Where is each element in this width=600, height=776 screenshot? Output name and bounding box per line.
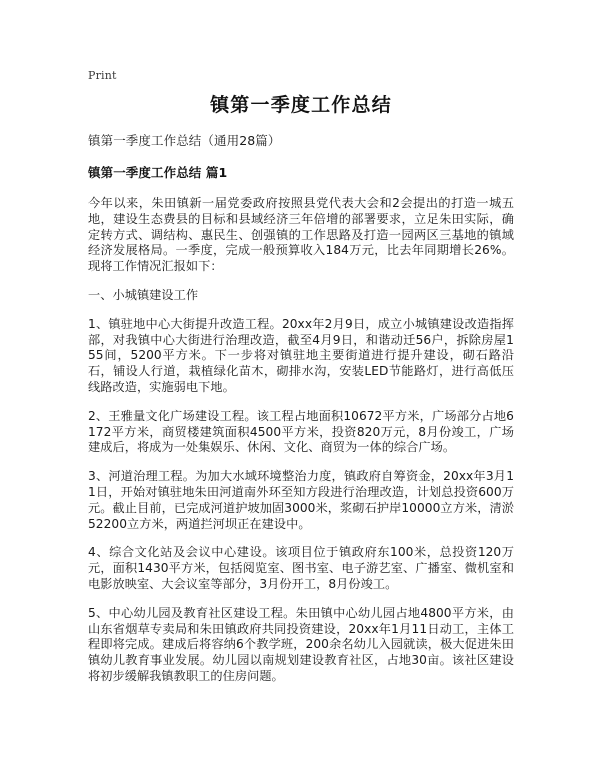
document-subtitle: 镇第一季度工作总结（通用28篇） <box>88 133 281 148</box>
paragraph-section-1-heading: 一、小城镇建设工作 <box>88 287 199 302</box>
page-title: 镇第一季度工作总结 <box>210 94 392 116</box>
print-toolbar <box>88 66 117 82</box>
paragraph-item-4: 4、综合文化站及会议中心建设。该项目位于镇政府东100米，总投资120万元，面积1430平方米，包括阅览室、图书室、电子游艺室、广播室、微机室和电影放映室、大会议室等部分，3月份开工，8月份竣工。 <box>88 545 514 591</box>
paragraph-item-1: 1、镇驻地中心大街提升改造工程。20xx年2月9日，成立小城镇建设改造指挥部，对我镇中心大街进行治理改造，截至4月9日，和谐动迁56户，拆除房屋155间，5200平方米。下一步将对镇驻地主要街道进行提升建设，砌石路沿石，铺设人行道，栽植绿化苗木，砌排水沟，安装LED节能路灯，进行高低压线路改造，实施弱电下地。 <box>88 316 514 394</box>
paragraph-intro: 今年以来，朱田镇新一届党委政府按照县党代表大会和2会提出的打造一城五地，建设生态费县的目标和县域经济三年倍增的部署要求，立足朱田实际，确定转方式、调结构、惠民生、创强镇的工作思路及打造一园两区三基地的镇域经济发展格局。一季度，完成一般预算收入184万元，比去年同期增长26%。现将工作情况汇报如下： <box>88 196 514 274</box>
document-body <box>88 92 514 685</box>
section-heading: 镇第一季度工作总结 篇1 <box>88 165 228 180</box>
paragraph-item-3: 3、河道治理工程。为加大水域环境整治力度，镇政府自筹资金，20xx年3月11日，开始对镇驻地朱田河道南外环至知方段进行治理改造，计划总投资600万元。截止目前，已完成河道护坡加固3000米，浆砌石护岸10000立方米，清淤52200立方米，两道拦河坝正在建设中。 <box>88 469 514 531</box>
print-button[interactable]: Print <box>88 69 117 82</box>
paragraph-item-5: 5、中心幼儿园及教育社区建设工程。朱田镇中心幼儿园占地4800平方米，由山东省烟草专卖局和朱田镇政府共同投资建设，20xx年1月11日动工，主体工程即将完成。建成后将容纳6个教学班，200余名幼儿入园就读，极大促进朱田镇幼儿教育事业发展。幼儿园以南规划建设教育社区，占地30亩。该社区建设将初步缓解我镇教职工的住房问题。 <box>88 605 514 683</box>
paragraph-item-2: 2、王雅量文化广场建设工程。该工程占地面积10672平方米，广场部分占地6172平方米，商贸楼建筑面积4500平方米，投资820万元，8月份竣工，广场建成后，将成为一处集娱乐、休闲、文化、商贸为一体的综合广场。 <box>88 408 514 455</box>
